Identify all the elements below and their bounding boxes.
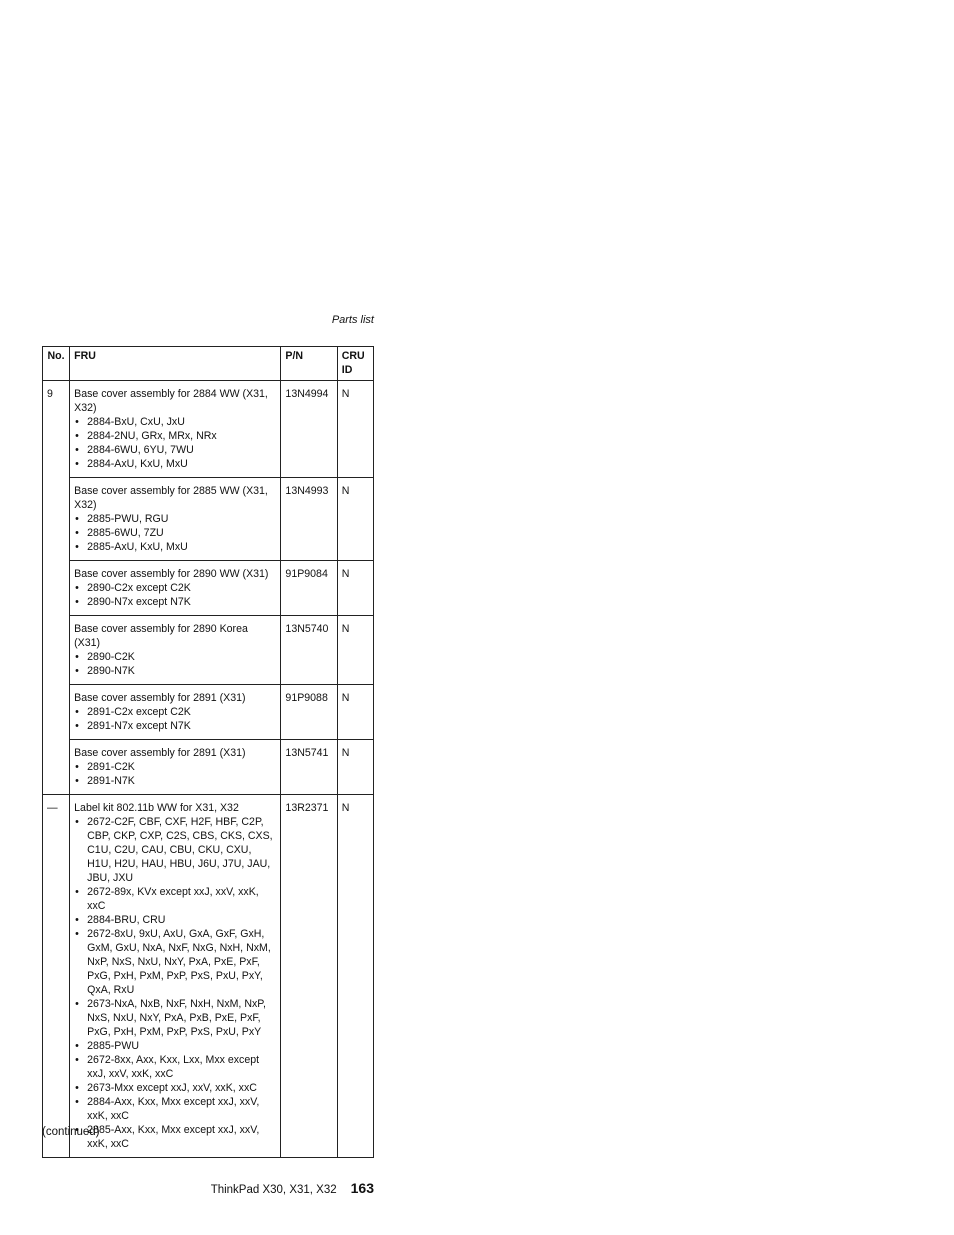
cell-cru-id: N [337, 740, 373, 795]
cell-part-number: 13N4993 [281, 478, 337, 561]
model-list [74, 581, 276, 609]
list-item: • 2672-8xU, 9xU, AxU, GxA, GxF, GxH, GxM, GxU, NxA, NxF, NxG, NxH, NxM, NxP, NxS, NxU, NxY, PxA, PxE, PxF, PxG, PxH, PxM, PxP, PxS, PxU, PxY, QxA, RxU [74, 927, 276, 997]
table-row [43, 616, 374, 685]
model-list [74, 415, 276, 471]
fru-description: Base cover assembly for 2891 (X31) [74, 692, 246, 704]
list-item: • 2884-Axx, Kxx, Mxx except xxJ, xxV, xxK, xxC [74, 1095, 276, 1123]
fru-description: Base cover assembly for 2884 WW (X31, X32) [74, 388, 268, 414]
cell-cru-id: N [337, 616, 373, 685]
list-item: • 2890-C2K [74, 650, 276, 664]
cell-fru [70, 795, 281, 1158]
list-item: • 2884-AxU, KxU, MxU [74, 457, 276, 471]
list-item: • 2890-N7K [74, 664, 276, 678]
list-item: • 2885-6WU, 7ZU [74, 526, 276, 540]
cell-fru [70, 740, 281, 795]
list-item: • 2891-C2K [74, 760, 276, 774]
cell-cru-id: N [337, 381, 373, 478]
list-item: • 2672-C2F, CBF, CXF, H2F, HBF, C2P, CBP, CKP, CXP, C2S, CBS, CKS, CXS, C1U, C2U, CAU, CBU, CKU, CXU, H1U, H2U, HAU, HBU, J6U, J7U, JAU, JBU, JXU [74, 815, 276, 885]
cell-no: 9 [43, 381, 70, 795]
model-list [74, 760, 276, 788]
cell-no: — [43, 795, 70, 1158]
list-item: • 2884-BxU, CxU, JxU [74, 415, 276, 429]
cell-cru-id: N [337, 795, 373, 1158]
fru-description: Base cover assembly for 2885 WW (X31, X32) [74, 485, 268, 511]
list-item: • 2891-C2x except C2K [74, 705, 276, 719]
cell-part-number: 13N5740 [281, 616, 337, 685]
list-item: • 2891-N7x except N7K [74, 719, 276, 733]
table-row [43, 795, 374, 1158]
column-header-no: No. [43, 347, 70, 381]
page-footer [42, 1180, 374, 1196]
cell-part-number: 91P9088 [281, 685, 337, 740]
cell-cru-id: N [337, 478, 373, 561]
cell-part-number: 13R2371 [281, 795, 337, 1158]
list-item: • 2885-PWU [74, 1039, 276, 1053]
cell-cru-id: N [337, 685, 373, 740]
cell-fru [70, 478, 281, 561]
page-number: 163 [350, 1180, 374, 1196]
cell-fru [70, 685, 281, 740]
list-item: • 2890-N7x except N7K [74, 595, 276, 609]
cell-cru-id: N [337, 561, 373, 616]
parts-table [42, 346, 374, 1158]
cell-fru [70, 381, 281, 478]
list-item: • 2890-C2x except C2K [74, 581, 276, 595]
table-header-row [43, 347, 374, 381]
list-item: • 2885-Axx, Kxx, Mxx except xxJ, xxV, xxK, xxC [74, 1123, 276, 1151]
fru-description: Base cover assembly for 2891 (X31) [74, 747, 246, 759]
column-header-pn: P/N [281, 347, 337, 381]
list-item: • 2885-PWU, RGU [74, 512, 276, 526]
list-item: • 2672-8xx, Axx, Kxx, Lxx, Mxx except xxJ, xxV, xxK, xxC [74, 1053, 276, 1081]
running-header: Parts list [331, 314, 374, 326]
list-item: • 2885-AxU, KxU, MxU [74, 540, 276, 554]
column-header-fru: FRU [70, 347, 281, 381]
list-item: • 2884-BRU, CRU [74, 913, 276, 927]
table-row [43, 561, 374, 616]
cell-part-number: 91P9084 [281, 561, 337, 616]
fru-description: Base cover assembly for 2890 WW (X31) [74, 568, 269, 580]
model-list [74, 815, 276, 1151]
model-list [74, 705, 276, 733]
cell-fru [70, 616, 281, 685]
table-row [43, 478, 374, 561]
table-row [43, 685, 374, 740]
fru-description: Base cover assembly for 2890 Korea (X31) [74, 623, 248, 649]
list-item: • 2673-NxA, NxB, NxF, NxH, NxM, NxP, NxS, NxU, NxY, PxA, PxB, PxE, PxF, PxG, PxH, PxM, PxP, PxS, PxU, PxY [74, 997, 276, 1039]
table-row [43, 740, 374, 795]
model-list [74, 512, 276, 554]
cell-fru [70, 561, 281, 616]
cell-part-number: 13N5741 [281, 740, 337, 795]
table-row [43, 381, 374, 478]
list-item: • 2884-2NU, GRx, MRx, NRx [74, 429, 276, 443]
list-item: • 2884-6WU, 6YU, 7WU [74, 443, 276, 457]
continued-note: (continued) [42, 1126, 100, 1138]
book-title: ThinkPad X30, X31, X32 [210, 1184, 337, 1196]
cell-part-number: 13N4994 [281, 381, 337, 478]
model-list [74, 650, 276, 678]
parts-table-body [43, 381, 374, 1158]
list-item: • 2673-Mxx except xxJ, xxV, xxK, xxC [74, 1081, 276, 1095]
column-header-cru-id: CRU ID [337, 347, 373, 381]
fru-description: Label kit 802.11b WW for X31, X32 [74, 802, 239, 814]
list-item: • 2672-89x, KVx except xxJ, xxV, xxK, xxC [74, 885, 276, 913]
list-item: • 2891-N7K [74, 774, 276, 788]
